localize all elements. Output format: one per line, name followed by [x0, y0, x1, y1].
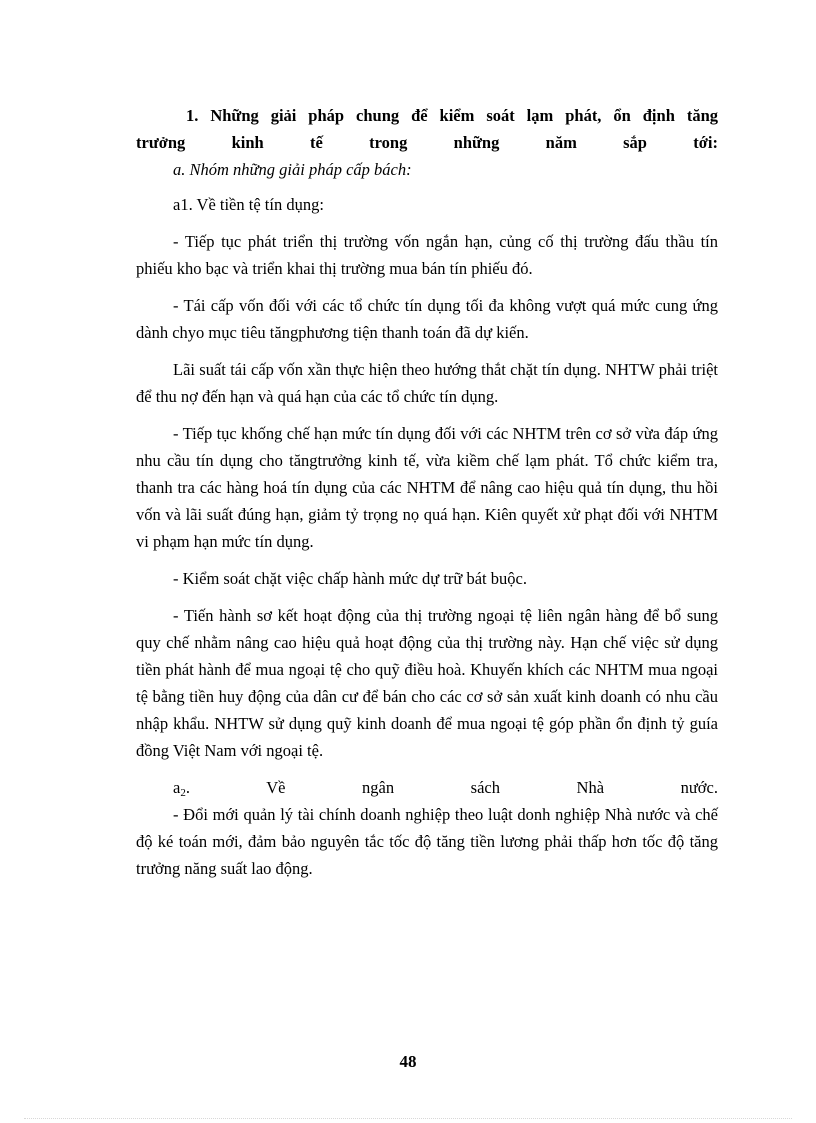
page-number: 48: [399, 1052, 417, 1071]
item-a2-subscript: 2: [180, 787, 186, 799]
paragraph-foreign-exchange-market: - Tiến hành sơ kết hoạt động của thị trường ngoại tệ liên ngân hàng để bổ sung quy chế nhằm nâng cao hiệu quả hoạt động của thị trường này. Hạn chế việc sử dụng tiền phát hành để mua ngoại tệ cho quỹ điều hoà. Khuyến khích các NHTM mua ngoại tệ bằng tiền huy động của dân cư để bán cho các cơ sở sản xuất kinh doanh có nhu cầu nhập khẩu. NHTW sử dụng quỹ kinh doanh để mua ngoại tệ góp phần ổn định tỷ guía đồng Việt Nam với ngoại tệ.: [136, 606, 718, 760]
item-a2-text: . Về ngân sách Nhà nước.: [185, 778, 718, 797]
paragraph-refinancing-interest: Lãi suất tái cấp vốn xần thực hiện theo hướng thắt chặt tín dụng. NHTW phải triệt để thu nợ đến hạn và quá hạn của các tổ chức tín dụng.: [136, 360, 718, 406]
document-body: [136, 102, 718, 882]
paragraph-credit-limit: - Tiếp tục khống chế hạn mức tín dụng đối với các NHTM trên cơ sở vừa đáp ứng nhu cầu tín dụng cho tăngtrưởng kinh tế, vừa kiềm chế lạm phát. Tổ chức kiểm tra, thanh tra các hàng hoá tín dụng của các NHTM để nâng cao hiệu quả tín dụng, thu hồi vốn và lãi suất đúng hạn, giảm tỷ trọng nọ quá hạn. Kiên quyết xử phạt đối với NHTM vi phạm hạn mức tín dụng.: [136, 424, 718, 551]
item-a2-prefix: a: [173, 778, 181, 797]
heading-line-1: 1. Những giải pháp chung để kiểm soát lạm phát, ổn định tăng: [186, 106, 718, 125]
item-a2-heading: [136, 774, 718, 801]
paragraph-short-term-capital-market: - Tiếp tục phát triển thị trường vốn ngắn hạn, củng cố thị trường đấu thầu tín phiếu kho bạc và triển khai thị trường mua bán tín phiếu đó.: [136, 232, 718, 278]
section-heading: [136, 102, 718, 156]
subsection-urgent-solutions: a. Nhóm những giải pháp cấp bách:: [173, 160, 412, 179]
item-a1-heading: a1. Về tiền tệ tín dụng:: [173, 195, 324, 214]
paragraph-refinancing: - Tái cấp vốn đối với các tổ chức tín dụng tối đa không vượt quá mức cung ứng dành chyo mục tiêu tăngphương tiện thanh toán đã dự kiến.: [136, 296, 718, 342]
heading-line-2: trưởng kinh tế trong những năm sắp tới:: [136, 133, 718, 152]
paragraph-enterprise-finance: - Đổi mới quản lý tài chính doanh nghiệp theo luật donh nghiệp Nhà nước và chế độ ké toán mới, đảm bảo nguyên tắc tốc độ tăng tiền lương phải thấp hơn tốc độ tăng trưởng năng suất lao động.: [136, 805, 718, 878]
paragraph-reserve-requirement: - Kiểm soát chặt việc chấp hành mức dự trữ bát buộc.: [173, 569, 527, 588]
page-bottom-divider: [24, 1118, 792, 1119]
